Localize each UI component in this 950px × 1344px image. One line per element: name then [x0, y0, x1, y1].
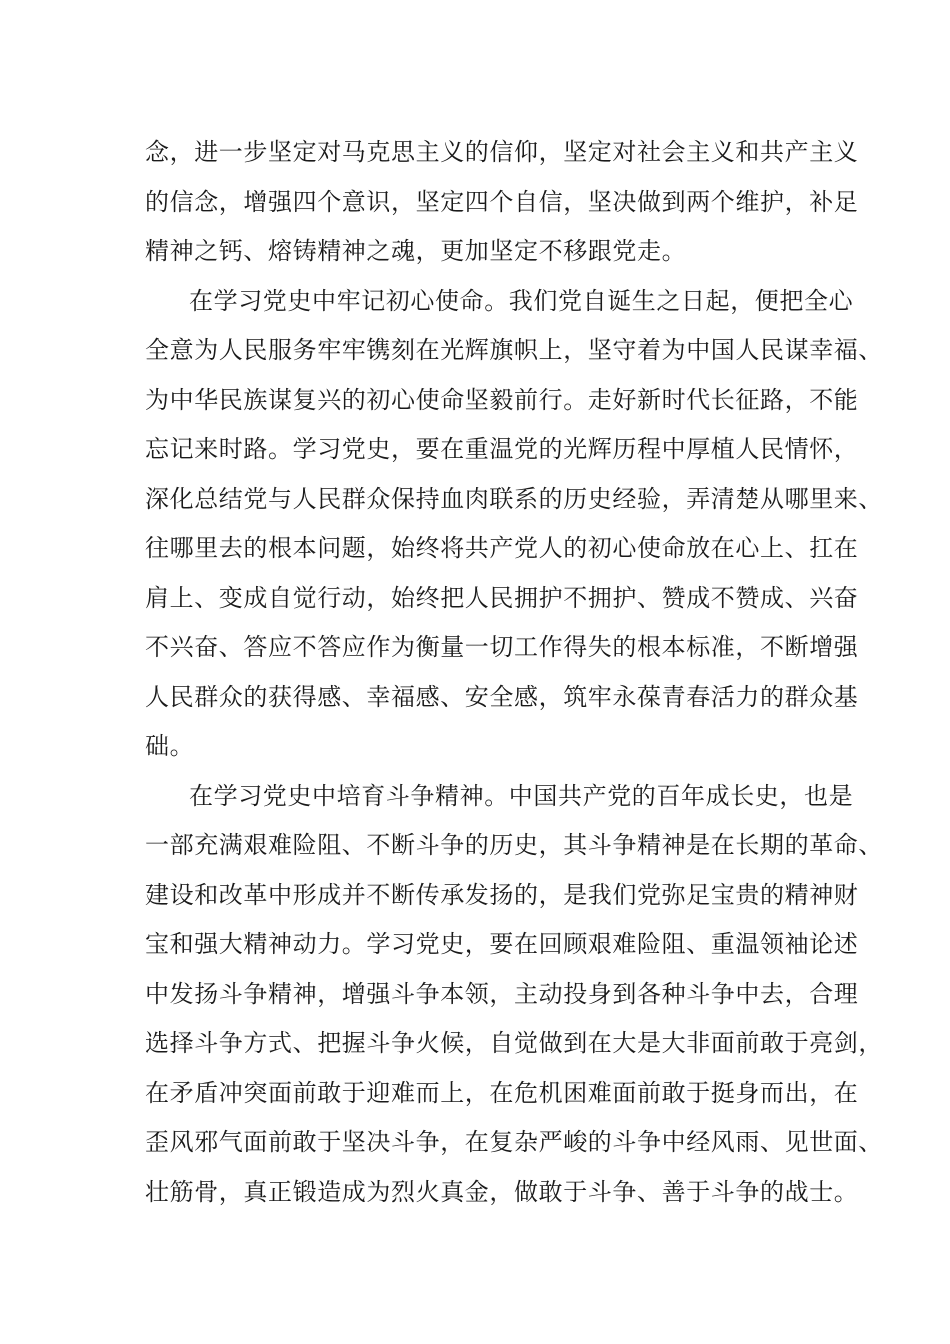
text-line: 肩上、变成自觉行动，始终把人民拥护不拥护、赞成不赞成、兴奋 [145, 583, 859, 612]
text-line: 人民群众的获得感、幸福感、安全感，筑牢永葆青春活力的群众基 [145, 682, 859, 711]
text-line: 宝和强大精神动力。学习党史，要在回顾艰难险阻、重温领袖论述 [145, 930, 859, 958]
text-line: 在矛盾冲突面前敢于迎难而上，在危机困难面前敢于挺身而出，在 [145, 1078, 859, 1107]
text-line: 壮筋骨，真正锻造成为烈火真金，做敢于斗争、善于斗争的战士。 [145, 1177, 859, 1206]
text-line: 全意为人民服务牢牢镌刻在光辉旗帜上，坚守着为中国人民谋幸福、 [145, 336, 883, 364]
text-line: 念，进一步坚定对马克思主义的信仰，坚定对社会主义和共产主义 [145, 138, 859, 166]
text-line: 精神之钙、熔铸精神之魂，更加坚定不移跟党走。 [145, 237, 687, 265]
document-body [145, 128, 883, 1217]
text-line: 的信念，增强四个意识，坚定四个自信，坚决做到两个维护，补足 [145, 187, 859, 216]
paragraph-start-line: 在学习党史中牢记初心使命。我们党自诞生之日起，便把全心 [189, 286, 854, 315]
text-line: 歪风邪气面前敢于坚决斗争，在复杂严峻的斗争中经风雨、见世面、 [145, 1128, 883, 1156]
text-line: 选择斗争方式、把握斗争火候，自觉做到在大是大非面前敢于亮剑， [145, 1029, 883, 1057]
paragraph-start-line: 在学习党史中培育斗争精神。中国共产党的百年成长史，也是 [189, 781, 854, 810]
text-line: 不兴奋、答应不答应作为衡量一切工作得失的根本标准，不断增强 [145, 633, 859, 661]
text-line: 础。 [145, 732, 195, 760]
text-line: 往哪里去的根本问题，始终将共产党人的初心使命放在心上、扛在 [145, 534, 859, 562]
text-line: 深化总结党与人民群众保持血肉联系的历史经验，弄清楚从哪里来、 [145, 484, 883, 513]
text-line: 一部充满艰难险阻、不断斗争的历史，其斗争精神是在长期的革命、 [145, 831, 883, 859]
text-line: 建设和改革中形成并不断传承发扬的，是我们党弥足宝贵的精神财 [145, 880, 859, 909]
text-line: 为中华民族谋复兴的初心使命坚毅前行。走好新时代长征路，不能 [145, 385, 859, 414]
text-line: 忘记来时路。学习党史，要在重温党的光辉历程中厚植人民情怀， [145, 435, 859, 463]
text-line: 中发扬斗争精神，增强斗争本领，主动投身到各种斗争中去，合理 [145, 979, 859, 1008]
